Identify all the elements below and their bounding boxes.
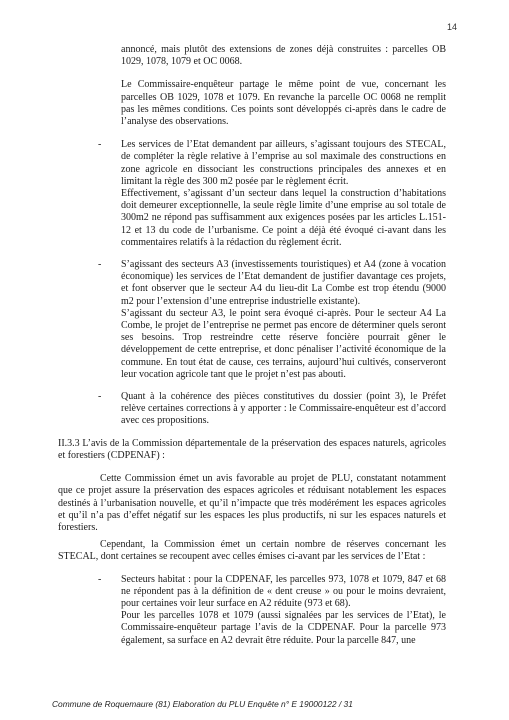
paragraph: Le Commissaire-enquêteur partage le même point de vue, concernant les parcelles OB 1029, 1078 et 1079. En revanche la parcelle OC 0068 ne remplit pas les mêmes conditions. Ces points sont développés ci-après dans le cadre de l’analyse des observations. (121, 79, 446, 128)
list-item (58, 259, 446, 381)
list-item-text: S’agissant du secteur A3, le point sera évoqué ci-après. Pour le secteur A4 La Combe, le projet de l’entreprise ne permet pas encore de déterminer quels seront ses besoins. Trop restreindre cette réserve foncière pourrait gêner le développement de cette entreprise, et donc pénaliser l’activité économique de la commune. En tout état de cause, ces terrains, aujourd’hui cultivés, conserveront leur vocation agricole tant que le projet n’est pas abouti. (121, 307, 446, 380)
list-item-text: Secteurs habitat : pour la CDPENAF, les parcelles 973, 1078 et 1079, 847 et 68 ne répondent pas à la définition de « dent creuse » ou pour le moins devraient, pour certaines voir leur surface en A2 réduite (973 et 68). (121, 573, 446, 609)
intro-block (121, 44, 446, 128)
bullet-dash: - (98, 139, 102, 151)
list-item (58, 139, 446, 249)
list-item (58, 574, 446, 647)
page-number: 14 (446, 22, 457, 32)
document-body (58, 44, 446, 657)
list-item-text: S’agissant des secteurs A3 (investissements touristiques) et A4 (zone à vocation économique) les services de l’Etat demandent de justifier davantage ces projets, et font observer que le secteur A4 du lieu-dit La Combe est trop étendu (9000 m2 pour l’extension d’une entreprise industrielle existante). (121, 259, 446, 307)
paragraph: Cependant, la Commission émet un certain nombre de réserves concernant les STECAL, dont certaines se recoupent avec celles émises ci-avant par les services de l’Etat : (58, 539, 446, 563)
list-item-text: Pour les parcelles 1078 et 1079 (aussi signalées par les services de l’Etat), le Commissaire-enquêteur partage l’avis de la CDPENAF. Pour la parcelle 973 également, sa surface en A2 devrait être réduite. Pour la parcelle 847, une (121, 610, 446, 646)
list-item-text: Les services de l’Etat demandent par ailleurs, s’agissant toujours des STECAL, de compléter la règle relative à l’emprise au sol maximale des constructions en zone agricole en dissociant les constructions principales des annexes et en limitant la règle des 300 m2 posée par le règlement écrit. (121, 139, 446, 187)
section-heading: II.3.3 L’avis de la Commission départementale de la préservation des espaces naturels, agricoles et forestiers (CDPENAF) : (58, 437, 446, 461)
bullet-dash: - (98, 259, 102, 271)
list-item-text: Effectivement, s’agissant d’un secteur dans lequel la construction d’habitations doit demeurer exceptionnelle, la seule règle limite d’une emprise au sol totale de 300m2 ne répond pas suffisamment aux exigences posées par les articles L.151-12 et 13 du code de l’urbanisme. Ce point a déjà été évoqué ci-avant dans les commentaires relatifs à la rédaction du règlement écrit. (121, 188, 446, 248)
bullet-dash: - (98, 573, 102, 585)
paragraph: Cette Commission émet un avis favorable au projet de PLU, constatant notamment que ce projet assure la préservation des espaces agricoles et réduisant notablement les espaces destinés à l’urbanisation nouvelle, et qu’il n’impacte que très modérément les espaces agricoles et qu’il n’a pas d’effet négatif sur les espaces les plus productifs, ni sur les espaces naturels et forestiers. (58, 473, 446, 533)
bullet-dash: - (98, 391, 102, 403)
list-item-text: Quant à la cohérence des pièces constitutives du dossier (point 3), le Préfet relève certaines corrections à y apporter : le Commissaire-enquêteur est d’accord avec ces propositions. (121, 391, 446, 427)
paragraph: annoncé, mais plutôt des extensions de zones déjà construites : parcelles OB 1029, 1078, 1079 et OC 0068. (121, 44, 446, 68)
page-footer: Commune de Roquemaure (81) Elaboration du PLU Enquête n° E 19000122 / 31 (52, 699, 353, 709)
list-item (58, 391, 446, 428)
